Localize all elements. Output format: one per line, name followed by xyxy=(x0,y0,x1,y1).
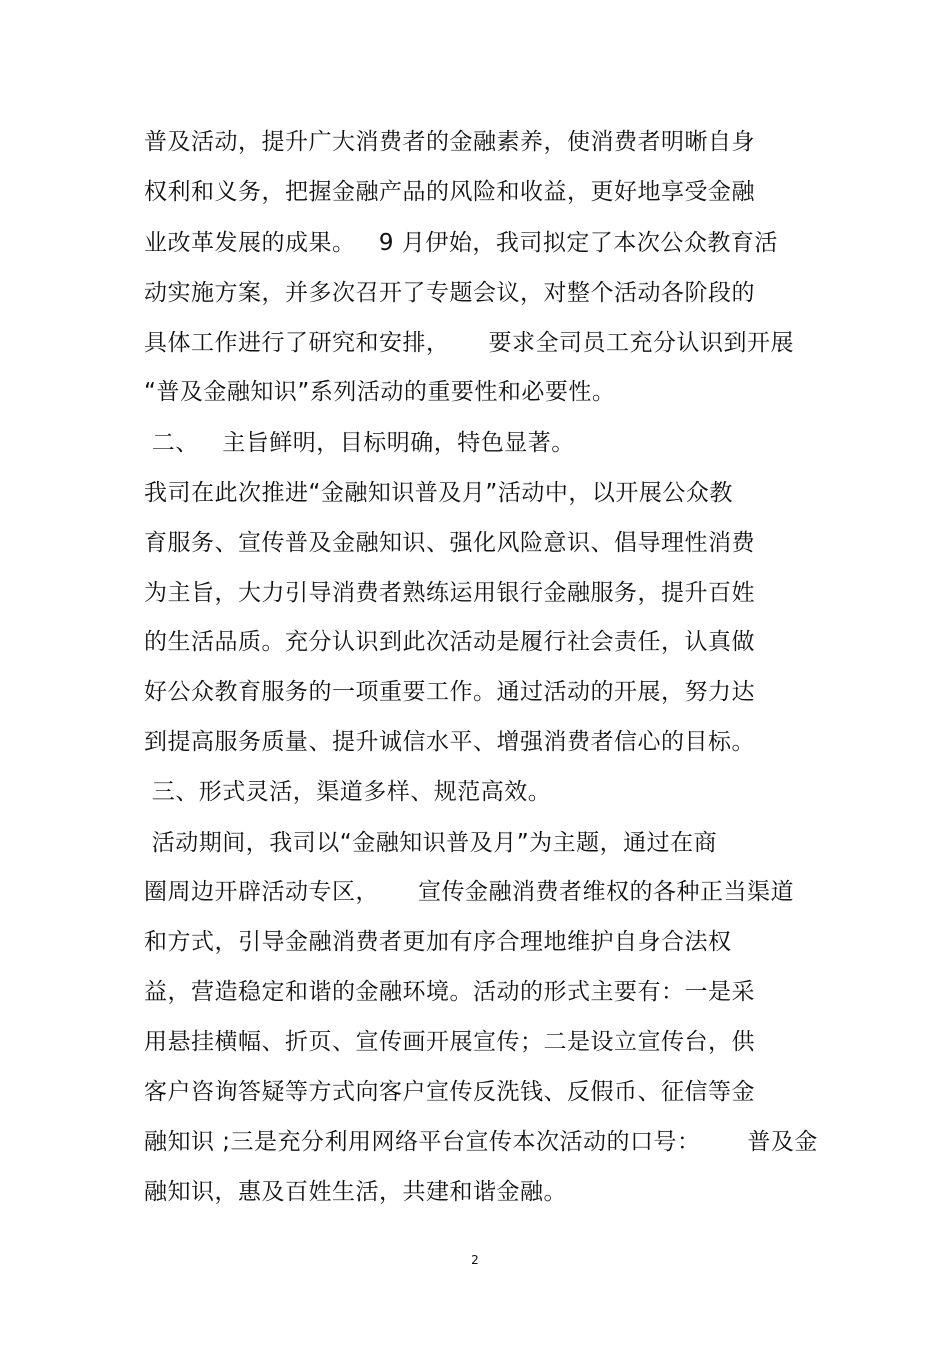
body-text-line: 我司在此次推进“金融知识普及月”活动中，以开展公众教 xyxy=(144,480,733,506)
body-text-line: 融知识 ;三是充分利用网络平台宣传本次活动的口号： 普及金 xyxy=(144,1129,818,1155)
body-text-line: 动实施方案，并多次召开了专题会议，对整个活动各阶段的 xyxy=(144,280,755,306)
body-text-line: 圈周边开辟活动专区， 宣传金融消费者维权的各种正当渠道 xyxy=(144,879,795,905)
body-text-line: 益，营造稳定和谐的金融环境。活动的形式主要有：一是采 xyxy=(144,979,755,1005)
body-text-line: 业改革发展的成果。 9 月伊始，我司拟定了本次公众教育活 xyxy=(144,230,778,256)
body-text-line: 为主旨，大力引导消费者熟练运用银行金融服务，提升百姓 xyxy=(144,580,755,606)
section-heading-2: 二、 主旨鲜明，目标明确，特色显著。 xyxy=(144,430,575,456)
body-text-line: 融知识，惠及百姓生活，共建和谐金融。 xyxy=(144,1179,567,1205)
body-text-line: 到提高服务质量、提升诚信水平、增强消费者信心的目标。 xyxy=(144,729,755,755)
body-text-line: 好公众教育服务的一项重要工作。通过活动的开展，努力达 xyxy=(144,679,755,705)
page-number: 2 xyxy=(471,1253,479,1267)
body-text-line: 普及活动，提升广大消费者的金融素养，使消费者明晰自身 xyxy=(144,129,755,155)
body-text-line: 的生活品质。充分认识到此次活动是履行社会责任，认真做 xyxy=(144,629,755,655)
body-text-line: 活动期间，我司以“金融知识普及月”为主题，通过在商 xyxy=(144,830,718,856)
section-heading-3: 三、形式灵活，渠道多样、规范高效。 xyxy=(144,779,552,805)
body-text-line: 用悬挂横幅、折页、宣传画开展宣传；二是设立宣传台，供 xyxy=(144,1029,755,1055)
body-text-line: 育服务、宣传普及金融知识、强化风险意识、倡导理性消费 xyxy=(144,530,755,556)
body-text-line: 具体工作进行了研究和安排， 要求全司员工充分认识到开展 xyxy=(144,330,795,356)
body-text-line: 客户咨询答疑等方式向客户宣传反洗钱、反假币、征信等金 xyxy=(144,1079,755,1105)
body-text-line: 和方式，引导金融消费者更加有序合理地维护自身合法权 xyxy=(144,929,732,955)
body-text-line: “普及金融知识”系列活动的重要性和必要性。 xyxy=(144,379,616,405)
body-text-line: 权利和义务，把握金融产品的风险和收益，更好地享受金融 xyxy=(144,179,755,205)
